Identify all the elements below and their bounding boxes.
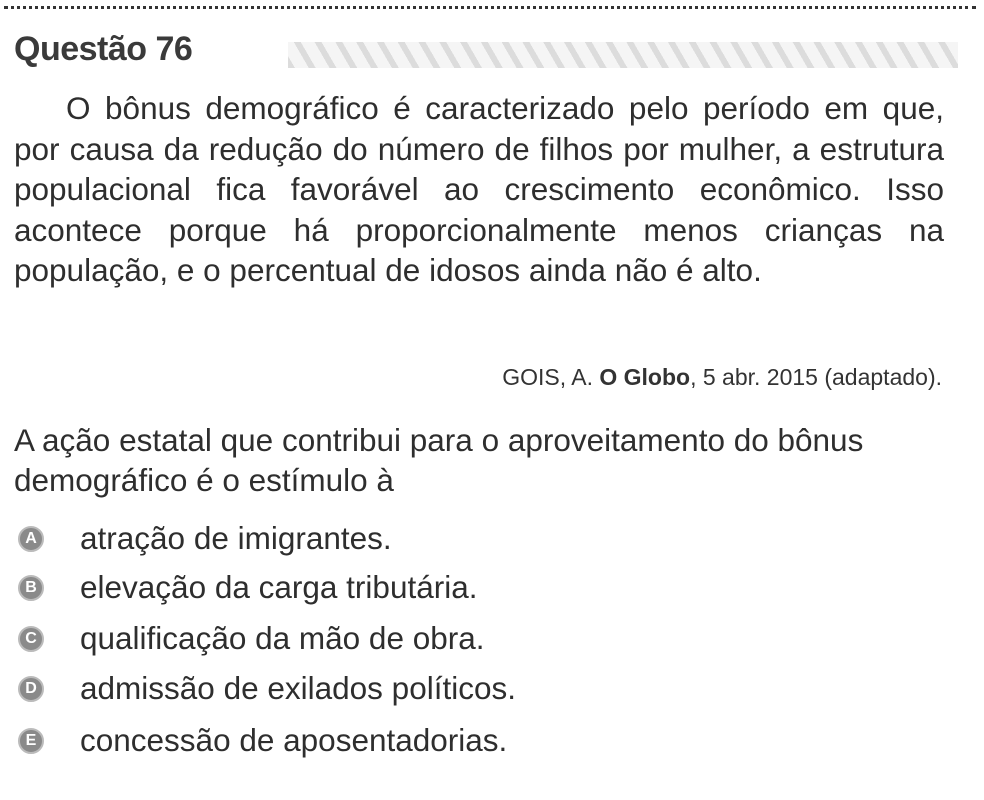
option-c[interactable] <box>18 620 485 657</box>
dotted-divider <box>4 6 976 9</box>
option-text: qualificação da mão de obra. <box>80 620 485 656</box>
option-text: admissão de exilados políticos. <box>80 670 516 706</box>
option-letter-icon: B <box>18 575 44 601</box>
citation-date: , 5 abr. 2015 (adaptado). <box>690 364 942 390</box>
option-a[interactable] <box>18 520 392 557</box>
option-text: concessão de aposentadorias. <box>80 722 508 758</box>
option-text: elevação da carga tributária. <box>80 569 478 605</box>
question-stem: A ação estatal que contribui para o aproveitamento do bônus demográfico é o estímulo à <box>14 422 864 498</box>
citation-author: GOIS, A. <box>502 364 593 390</box>
citation-source: O Globo <box>599 364 691 390</box>
decorative-band <box>288 42 958 68</box>
option-d[interactable] <box>18 670 516 707</box>
option-letter-icon: D <box>18 676 44 702</box>
option-letter-icon: E <box>18 728 44 754</box>
paragraph-text: O bônus demográfico é caracterizado pelo período em que, por causa da redução do número de filhos por mulher, a estrutura populacional fica favorável ao crescimento econômico. Isso acontece porque há proporcionalmente menos crianças na população, e o percentual de idosos ainda não é alto. <box>14 90 944 288</box>
option-e[interactable] <box>18 722 507 759</box>
option-text: atração de imigrantes. <box>80 520 392 556</box>
option-b[interactable] <box>18 569 478 606</box>
question-title: Questão 76 <box>14 30 193 68</box>
citation <box>502 364 942 391</box>
question-text <box>14 88 944 291</box>
option-letter-icon: A <box>18 526 44 552</box>
option-letter-icon: C <box>18 626 44 652</box>
